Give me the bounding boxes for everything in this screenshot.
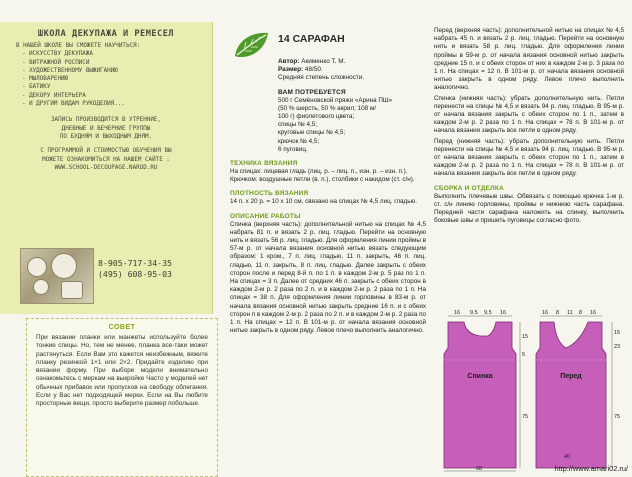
technique-title: ТЕХНИКА ВЯЗАНИЯ bbox=[230, 160, 298, 168]
materials-line: (50 % шерсть, 50 % акрил; 108 м/ bbox=[278, 104, 376, 112]
ad-title: ШКОЛА ДЕКУПАЖА И РЕМЕСЕЛ bbox=[37, 29, 175, 39]
dim-front-top: 16 bbox=[590, 310, 597, 316]
ad-note-line: ЗАПИСЬ ПРОИЗВОДИТСЯ В УТРЕННИЕ, bbox=[51, 117, 161, 124]
description-text: Спинка (верхняя часть): дополнительной нитью на спицах № 4,5 набрать 81 п. и вязать 2 р. лиц. гладью. Перейти на основную нить и вязать 56 р. лиц. гладью. Для оформления линии проймы в 57-м р. от начала вязания основной нитью вязать следующим образом: 1 кром., 7 п. лиц. гладью, 11 п. закрыть, 46 п. лиц. гладью, 11 п. закрыть, 8 п. лиц. гладью. Далее закрыть с обеих сторон после и перед 8-й п. по 1 п. в каждом 2-м р. 5 раз по 1 п. На спицах = 3 п. Далее от средних 46 п. закрыть с обеих сторон в каждом 2-м р. 2 раза по 2 п. и в каждом 2-м р. 2 раза по 1 п. На спицах = 38 п. Для оформления линии горловины в 83-м р. от начала вязания основной нитью закрыть средние 16 п. и с обеих сторон п в каждом 2-м р. 2 раза по 2 п. и в каждом 2-м р. 2 раза по 1 п. На спицах = 12 п. В 101-м р. от начала вязания основной нитью закрыть в одном ряду. Левое плечо выполнить аналогично. bbox=[230, 220, 426, 335]
dim-front-side2: 23 bbox=[614, 344, 621, 350]
ad-note-line: ДНЕВНЫЕ И ВЕЧЕРНИЕ ГРУППЫ bbox=[61, 125, 151, 132]
ad-contact bbox=[0, 147, 212, 172]
dim-back-top: 9.5 bbox=[484, 310, 492, 316]
tip-box bbox=[26, 318, 218, 477]
materials-line: 500 г Семёновской пряжи «Арина ПШ» bbox=[278, 96, 393, 104]
density-text: 14 п. х 20 р. = 10 х 10 см, связано на спицах № 4,5 лиц. гладью. bbox=[230, 198, 417, 206]
ad-phone: (495) 608-95-03 bbox=[98, 269, 172, 279]
materials-line: 100 г) фиолетового цвета; bbox=[278, 113, 355, 121]
ad-course-item: - И ДРУГИМ ВИДАМ РУКОДЕЛИЯ... bbox=[22, 101, 125, 108]
dim-back-top: 9.5 bbox=[470, 310, 478, 316]
front-label: Перед bbox=[560, 373, 582, 380]
dim-back-side2: 5 bbox=[522, 352, 526, 358]
back-pattern-piece bbox=[444, 322, 516, 468]
technique-knitting: На спицах: лицевая гладь (лиц. р. – лиц. п., изн. р. – изн. п.). bbox=[230, 168, 408, 176]
description-title: ОПИСАНИЕ РАБОТЫ bbox=[230, 212, 301, 220]
meta-size: Размер: 48/50. bbox=[278, 66, 323, 74]
materials-line: круговые спицы № 4,5; bbox=[278, 129, 346, 137]
ad-course-item: - ИСКУССТВУ ДЕКУПАЖА bbox=[22, 51, 93, 58]
article-meta bbox=[230, 58, 426, 83]
dim-front-top: 8 bbox=[579, 310, 583, 316]
front-lower-text: Перед (нижняя часть): убрать дополнительную нить. Петли перенести на спицы № 4,5 и вязать 94 р. лиц. гладью. В 95-м р. от начала вязания закрыть с обеих сторон по 1 п., затем в каждом 2-м р. 2 раза по 1 п. На спицах = 78 п. В 101-м р. от начала вязания закрыть все петли в одном ряду. bbox=[434, 137, 624, 178]
ad-note-line: ПО БУДНЯМ И ВЫХОДНЫМ ДНЯМ. bbox=[59, 133, 153, 140]
dim-front-side: 15 bbox=[614, 330, 621, 336]
article-title: 14 САРАФАН bbox=[278, 33, 345, 45]
meta-author: Автор: Акименко Т. М. bbox=[278, 58, 346, 65]
article-right-column bbox=[434, 27, 624, 225]
assembly-title: СБОРКА И ОТДЕЛКА bbox=[434, 184, 504, 192]
back-lower-text: Спинка (нижняя часть): убрать дополнительную нить. Петли перенести на спицы № 4,5 и вязать 94 р. лиц. гладью. В 95-м р. от начала вязания закрыть с обеих сторон по 1 п., затем в каждом 2-м р. 2 раза по 1 п. На спицах = 78 п. В 101-м р. от начала вязания закрыть все петли в одном ряду. bbox=[434, 94, 624, 135]
ad-phone: 8-905-717-34-35 bbox=[98, 258, 172, 268]
watermark-url: http://www.amari02.ru/ bbox=[554, 464, 628, 473]
ad-course-item: - БАТИКУ bbox=[22, 84, 51, 91]
dim-front-top: 8 bbox=[556, 310, 560, 316]
back-label: Спинка bbox=[467, 373, 493, 380]
ad-website: WWW.SCHOOL-DECOUPAGE.NAROD.RU bbox=[54, 164, 158, 171]
front-pattern-piece bbox=[536, 322, 606, 468]
front-upper-text: Перед (верхняя часть): дополнительной нитью на спицах № 4,5 набрать 45 п. и вязать 2 р. лиц. гладью. Перейти на основную нить и вязать 58 р. лиц. гладью. Для оформления линии проймы в 59-м р. от начала вязания основной нитью закрыть средние 15 п. и с обеих сторон от них в каждом 2-м р. 3 раза по 1 п. На спицах = 12 п. В 101-м р. от начала вязания основной нитью закрыть в одном ряду. Левое плечо выполнить аналогично. bbox=[434, 27, 624, 92]
ad-course-list bbox=[0, 50, 212, 108]
meta-difficulty: Средняя степень сложности. bbox=[278, 74, 365, 82]
ad-contact-line: С ПРОГРАММОЙ И СТОИМОСТЬЮ ОБУЧЕНИЯ ВЫ bbox=[40, 148, 172, 155]
tip-text: При вязании планки или манжеты используйте более тонкие спицы. Но, тем не менее, планка все-таки может растянуться. Если Вам это кажется неизбежным, вяжите планку резинкой 1×1 или 2×2. Придайте изделию при вязании форму. При выборе модели внимательно ознакомьтесь с меркам на выкройке Часто у моделей нет обычных прибавок или пропусков на свободу облегания. Если у Вас нет подходящей мерки. Если на Вы любите просторные вещи, просто выберите размер побольше. bbox=[36, 334, 208, 408]
article-middle-column bbox=[230, 58, 426, 335]
materials-title: ВАМ ПОТРЕБУЕТСЯ bbox=[278, 88, 346, 96]
materials bbox=[230, 89, 426, 154]
ad-contact-line: МОЖЕТЕ ОЗНАКОМИТЬСЯ НА НАШЕМ САЙТЕ : bbox=[42, 156, 170, 163]
ad-schedule-note bbox=[0, 116, 212, 141]
ad-intro: В НАШЕЙ ШКОЛЕ ВЫ СМОЖЕТЕ НАУЧИТЬСЯ: bbox=[16, 43, 141, 49]
ad-phones bbox=[98, 258, 172, 280]
technique-crochet: Крючком: воздушные петли (в. п.), столбики с накидом (ст. с/н). bbox=[230, 176, 415, 184]
dim-back-bottom: 68 bbox=[476, 466, 483, 472]
materials-line: спицы № 4,5; bbox=[278, 121, 317, 129]
ad-course-item: - МЫЛОВАРЕНИЮ bbox=[22, 76, 69, 83]
leaf-icon bbox=[232, 30, 270, 60]
ad-course-item: - ХУДОЖЕСТВЕННОМУ ВЫЖИГАНИЮ bbox=[22, 67, 118, 74]
dim-back-side: 15 bbox=[522, 334, 529, 340]
assembly-text: Выполнить плечевые швы. Обвязать с помощью крючка 1-м р. ст. с/н линию горловины, проймы и нижнюю часть сарафана. Передней части сарафана наложить на спинку, выполнить боковые швы и пришить пуговицы согласно фото. bbox=[434, 192, 624, 225]
dim-front-top: 16 bbox=[542, 310, 549, 316]
density-title: ПЛОТНОСТЬ ВЯЗАНИЯ bbox=[230, 190, 309, 198]
materials-line: крючок № 4,5; bbox=[278, 137, 320, 145]
ad-course-item: - ДЕКОРУ ИНТЕРЬЕРА bbox=[22, 92, 86, 99]
dim-front-top: 11 bbox=[567, 310, 573, 316]
ad-crafts-photo bbox=[20, 248, 94, 304]
pattern-diagram bbox=[436, 308, 626, 473]
dim-back-top: 16 bbox=[500, 310, 507, 316]
ad-course-item: - ВИТРАЖНОЙ РОСПИСИ bbox=[22, 59, 90, 66]
dim-back-height: 75 bbox=[522, 414, 529, 420]
materials-line: 6 пуговиц. bbox=[278, 145, 308, 153]
dim-back-top: 16 bbox=[454, 310, 461, 316]
dim-front-height: 40 bbox=[564, 454, 571, 460]
tip-title: СОВЕТ bbox=[108, 324, 136, 331]
dim-front-bottom: 75 bbox=[614, 414, 621, 420]
school-ad bbox=[0, 22, 213, 314]
